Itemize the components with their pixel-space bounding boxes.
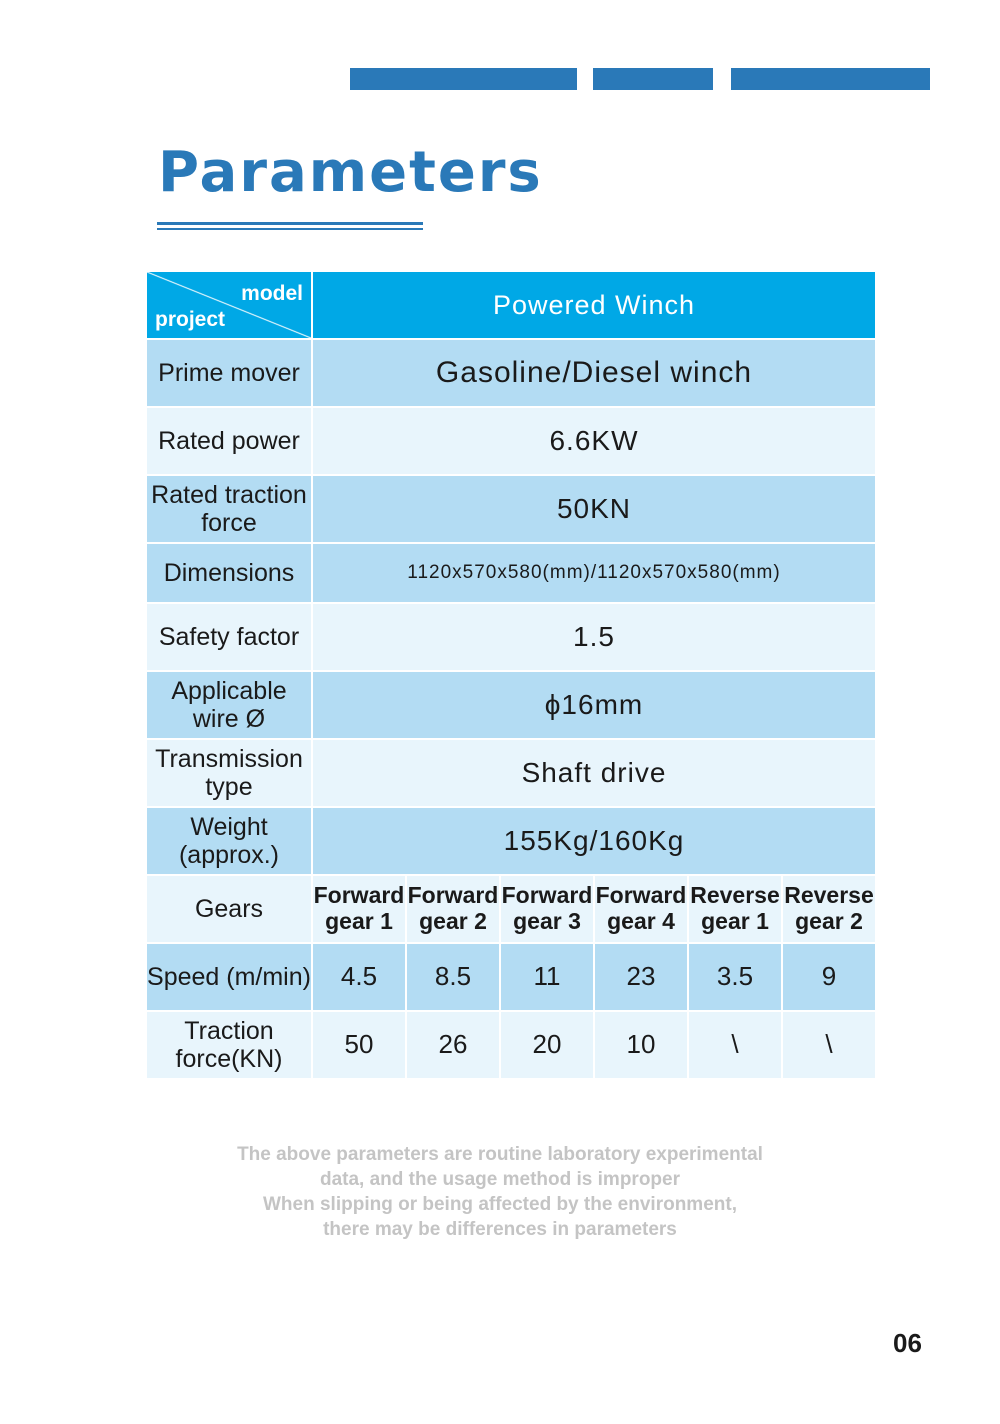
row-label: Rated power — [146, 407, 312, 475]
decorative-bar-2 — [593, 68, 713, 90]
speed-value: 9 — [782, 943, 876, 1011]
row-label: Weight (approx.) — [146, 807, 312, 875]
row-value: 1.5 — [312, 603, 876, 671]
traction-value: 50 — [312, 1011, 406, 1079]
page-number: 06 — [893, 1328, 922, 1358]
row-value: ϕ16mm — [312, 671, 876, 739]
row-label: Traction force(KN) — [146, 1011, 312, 1079]
product-name: Powered Winch — [312, 271, 876, 339]
gear-header: Forward gear 2 — [406, 875, 500, 943]
speed-value: 8.5 — [406, 943, 500, 1011]
decorative-bar-1 — [350, 68, 577, 90]
row-value: 1120x570x580(mm)/1120x570x580(mm) — [312, 543, 876, 603]
table-row — [146, 339, 876, 407]
traction-value: 10 — [594, 1011, 688, 1079]
table-header-row — [146, 271, 876, 339]
disclaimer-line: The above parameters are routine laboratory experimental — [237, 1144, 763, 1165]
gear-header: Forward gear 3 — [500, 875, 594, 943]
table-row — [146, 739, 876, 807]
disclaimer-line: When slipping or being affected by the environment, — [263, 1194, 737, 1215]
row-label: Transmission type — [146, 739, 312, 807]
row-label: Applicable wire Ø — [146, 671, 312, 739]
row-label: Safety factor — [146, 603, 312, 671]
row-value: 50KN — [312, 475, 876, 543]
speed-row — [146, 943, 876, 1011]
parameters-table — [145, 270, 877, 1080]
table-row — [146, 543, 876, 603]
row-label: Rated traction force — [146, 475, 312, 543]
disclaimer-line: data, and the usage method is improper — [319, 1169, 680, 1190]
traction-value: 20 — [500, 1011, 594, 1079]
corner-cell — [146, 271, 312, 339]
row-label: Gears — [146, 875, 312, 943]
gear-header: Forward gear 4 — [594, 875, 688, 943]
traction-value: \ — [688, 1011, 782, 1079]
traction-row — [146, 1011, 876, 1079]
table-row — [146, 807, 876, 875]
row-value: Gasoline/Diesel winch — [312, 339, 876, 407]
row-value: Shaft drive — [312, 739, 876, 807]
corner-model-label: model — [241, 282, 303, 305]
speed-value: 3.5 — [688, 943, 782, 1011]
row-value: 6.6KW — [312, 407, 876, 475]
speed-value: 4.5 — [312, 943, 406, 1011]
decorative-bar-3 — [731, 68, 930, 90]
gears-row — [146, 875, 876, 943]
table-row — [146, 407, 876, 475]
title-underline — [157, 222, 423, 225]
disclaimer-line: there may be differences in parameters — [323, 1219, 677, 1240]
table-row — [146, 603, 876, 671]
row-label: Speed (m/min) — [146, 943, 312, 1011]
disclaimer — [150, 1142, 850, 1242]
gear-header: Reverse gear 2 — [782, 875, 876, 943]
traction-value: 26 — [406, 1011, 500, 1079]
row-label: Dimensions — [146, 543, 312, 603]
row-value: 155Kg/160Kg — [312, 807, 876, 875]
page-title: Parameters — [158, 140, 543, 205]
title-underline-thin — [157, 228, 423, 230]
corner-project-label: project — [155, 308, 226, 332]
row-label: Prime mover — [146, 339, 312, 407]
gear-header: Forward gear 1 — [312, 875, 406, 943]
table-row — [146, 671, 876, 739]
speed-value: 11 — [500, 943, 594, 1011]
traction-value: \ — [782, 1011, 876, 1079]
gear-header: Reverse gear 1 — [688, 875, 782, 943]
table-row — [146, 475, 876, 543]
speed-value: 23 — [594, 943, 688, 1011]
